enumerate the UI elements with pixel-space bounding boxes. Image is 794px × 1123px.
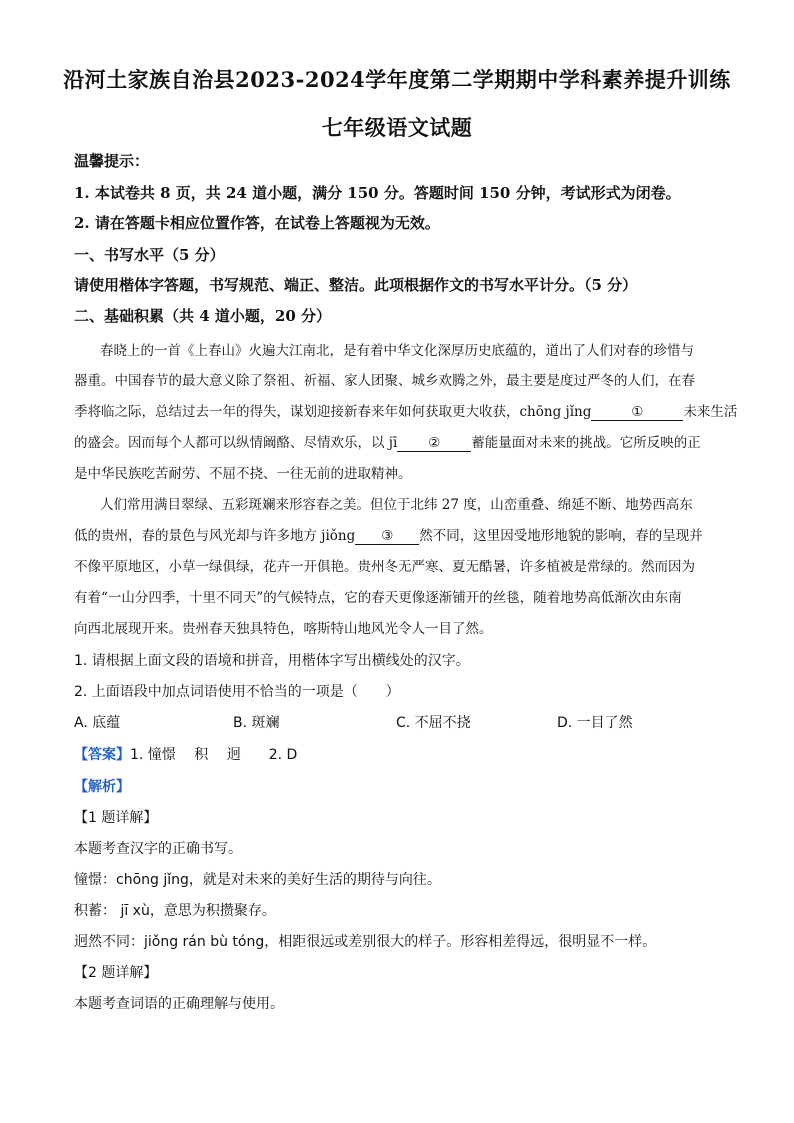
passage-text: 的盛会。因而每个人都可以纵情阚酪、尽情欢乐，以 jī: [74, 435, 398, 451]
passage-text: 季将临之际，总结过去一年的得失，谋划迎接新春来年如何获取更大收获，chōng jǐng: [74, 404, 592, 420]
tip-2: 2. 请在答题卡相应位置作答，在试卷上答题视为无效。: [74, 214, 440, 232]
detail1-item: 憧憬：chōng jǐng，就是对未来的美好生活的期待与向往。: [74, 872, 441, 888]
blank-1: ①: [591, 405, 683, 421]
passage-line: 有着“一山分四季，十里不同天”的气候特点，它的春天更像逐渐铺开的丝毯，随着地势高低渐次由东南: [74, 590, 682, 606]
passage-line: 器重。中国春节的最大意义除了祭祖、祈福、家人团聚、城乡欢腾之外，最主要是度过严冬的人们，在春: [74, 373, 695, 389]
analysis-row: [74, 776, 130, 796]
detail1-item: 积蓄： jī xù，意思为积攒聚存。: [74, 903, 276, 919]
option-d: D. 一目了然: [557, 715, 633, 731]
detail1-item: 迥然不同：jiǒng rán bù tóng，相距很远或差别很大的样子。形容相差得远，很明显不一样。: [74, 934, 657, 950]
answer-row: [74, 744, 297, 764]
detail1-label: 【1 题详解】: [74, 810, 158, 826]
exam-subtitle: 七年级语文试题: [321, 115, 473, 140]
answer-text: 1. 憧憬 积 迥 2. D: [130, 747, 298, 763]
option-b: B. 斑斓: [233, 715, 280, 731]
passage-text: 低的贵州，春的景色与风光却与许多地方 jiǒng: [74, 528, 356, 544]
passage-text: 然不同，这里因受地形地貌的影响，春的呈现并: [419, 528, 703, 544]
passage-line: [74, 400, 738, 421]
blank-2: ②: [397, 436, 471, 452]
section1-heading: 一、书写水平（5 分）: [74, 246, 225, 264]
question-1: 1. 请根据上面文段的语境和拼音，用楷体字写出横线处的汉字。: [74, 653, 470, 669]
analysis-label: 【解析】: [74, 779, 130, 795]
detail2-intro: 本题考查词语的正确理解与使用。: [74, 996, 284, 1012]
passage-line: [74, 524, 724, 545]
detail1-intro: 本题考查汉字的正确书写。: [74, 841, 242, 857]
passage-line: 人们常用满目翠绿、五彩斑斓来形容春之美。但位于北纬 27 度，山峦重叠、绵延不断、地势西高东: [100, 497, 693, 513]
passage-text: 未来生活: [683, 404, 738, 420]
exam-title: 沿河土家族自治县2023-2024学年度第二学期期中学科素养提升训练: [63, 67, 731, 92]
passage-line: 是中华民族吃苦耐劳、不屈不挠、一往无前的进取精神。: [74, 466, 412, 482]
passage-line: 春晓上的一首《上春山》火遍大江南北，是有着中华文化深厚历史底蕴的，道出了人们对春的珍惜与: [100, 343, 694, 359]
tip-1: 1. 本试卷共 8 页，共 24 道小题，满分 150 分。答题时间 150 分钟，考试形式为闭卷。: [74, 184, 681, 202]
tips-heading: 温馨提示：: [74, 152, 150, 170]
blank-3: ③: [355, 529, 419, 545]
section2-heading: 二、基础积累（共 4 道小题，20 分）: [74, 307, 331, 325]
section1-text: 请使用楷体字答题，书写规范、端正、整洁。此项根据作文的书写水平计分。（5 分）: [74, 276, 638, 294]
detail2-label: 【2 题详解】: [74, 965, 158, 981]
passage-line: 不像平原地区，小草一绿俱绿，花卉一开俱艳。贵州冬无严寒、夏无酷暑，许多植被是常绿的。然而因为: [74, 559, 695, 575]
question-2: 2. 上面语段中加点词语使用不恰当的一项是（ ）: [74, 684, 400, 700]
option-c: C. 不屈不挠: [396, 715, 471, 731]
passage-text: 蓄能量面对未来的挑战。它所反映的正: [471, 435, 701, 451]
passage-line: [74, 431, 724, 452]
answer-label: 【答案】: [74, 747, 130, 763]
option-a: A. 底蕴: [74, 715, 121, 731]
passage-line: 向西北展现开来。贵州春天独具特色，喀斯特山地风光令人一目了然。: [74, 621, 493, 637]
